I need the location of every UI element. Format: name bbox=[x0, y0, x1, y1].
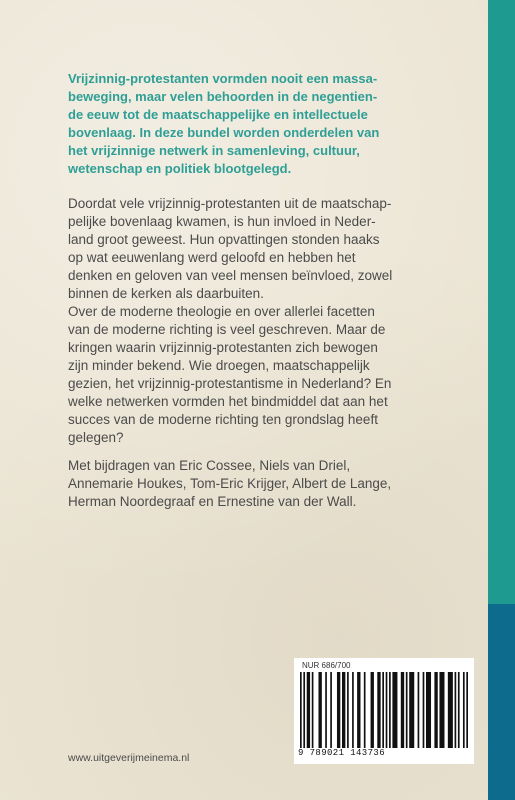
paragraph-line: zijn minder bekend. Wie droegen, maatschappelijk bbox=[68, 358, 370, 373]
barcode-bar bbox=[342, 672, 345, 748]
contributors-text bbox=[68, 457, 473, 511]
barcode-bar bbox=[382, 672, 384, 748]
barcode-bar bbox=[337, 672, 340, 748]
description-text bbox=[68, 195, 473, 447]
contributors-line: Met bijdragen van Eric Cossee, Niels van Driel, bbox=[68, 458, 351, 473]
paragraph-line: land groot geweest. Hun opvattingen stonden haaks bbox=[68, 232, 380, 247]
barcode-bar bbox=[409, 672, 414, 748]
barcode-bar bbox=[312, 672, 314, 748]
barcode-bar bbox=[386, 672, 388, 748]
barcode-bar bbox=[426, 672, 431, 748]
barcode-bar bbox=[347, 672, 349, 748]
spine-stripe-blue bbox=[488, 604, 515, 800]
barcode-bar bbox=[392, 672, 397, 748]
barcode-bar bbox=[330, 672, 332, 748]
barcode-bar bbox=[455, 672, 457, 748]
barcode-bar bbox=[318, 672, 321, 748]
paragraph-line: van de moderne richting is veel geschreven. Maar de bbox=[68, 322, 386, 337]
paragraph-line: gelegen? bbox=[68, 430, 124, 445]
barcode-bar bbox=[377, 672, 380, 748]
nur-code: NUR 686/700 bbox=[302, 661, 351, 670]
barcode-bar bbox=[325, 672, 327, 748]
barcode-bar bbox=[434, 672, 437, 748]
barcode-bar bbox=[466, 672, 468, 748]
paragraph-line: gezien, het vrijzinnig-protestantisme in Nederland? En bbox=[68, 376, 392, 391]
blurb-line: het vrijzinnige netwerk in samenleving, cultuur, bbox=[68, 143, 360, 158]
barcode-bar bbox=[364, 672, 366, 748]
barcode-bar bbox=[418, 672, 420, 748]
paragraph-line: op wat eeuwenlang werd geloofd en hebben het bbox=[68, 250, 356, 265]
barcode-graphic bbox=[300, 672, 468, 748]
blurb-line: Vrijzinnig-protestanten vormden nooit een massa- bbox=[68, 71, 378, 86]
paragraph-line: Over de moderne theologie en over allerlei facetten bbox=[68, 304, 375, 319]
isbn-barcode-box bbox=[294, 658, 474, 764]
contributors-line: Annemarie Houkes, Tom-Eric Krijger, Albert de Lange, bbox=[68, 476, 392, 491]
paragraph-line: succes van de moderne richting ten grondslag heeft bbox=[68, 412, 378, 427]
barcode-bar bbox=[448, 672, 453, 748]
barcode-bar bbox=[357, 672, 360, 748]
barcode-bar bbox=[439, 672, 444, 748]
publisher-website: www.uitgeverijmeinema.nl bbox=[68, 752, 190, 764]
blurb-text bbox=[68, 70, 468, 178]
paragraph-influence bbox=[68, 195, 473, 303]
blurb-line: bovenlaag. In deze bundel worden onderdelen van bbox=[68, 125, 380, 140]
barcode-bar bbox=[352, 672, 354, 748]
barcode-bar bbox=[463, 672, 465, 748]
barcode-bar bbox=[300, 672, 302, 748]
barcode-bar bbox=[401, 672, 404, 748]
paragraph-line: Doordat vele vrijzinnig-protestanten uit de maatschap- bbox=[68, 196, 392, 211]
barcode-bar bbox=[406, 672, 408, 748]
barcode-bar bbox=[423, 672, 425, 748]
paragraph-line: welke netwerken vormden het bindmiddel dat aan het bbox=[68, 394, 388, 409]
isbn-digits: 9 789021 143736 bbox=[298, 748, 386, 758]
paragraph-line: kringen waarin vrijzinnig-protestanten zich bewogen bbox=[68, 340, 378, 355]
barcode-bar bbox=[371, 672, 374, 748]
spine-stripe-teal bbox=[488, 0, 515, 604]
blurb-line: beweging, maar velen behoorden in de negentien- bbox=[68, 89, 378, 104]
blurb-line: wetenschap en politiek blootgelegd. bbox=[68, 161, 292, 176]
paragraph-line: binnen de kerken als daarbuiten. bbox=[68, 286, 264, 301]
paragraph-line: denken en geloven van veel mensen beïnvloed, zowel bbox=[68, 268, 393, 283]
barcode-bar bbox=[307, 672, 310, 748]
barcode-bar bbox=[389, 672, 391, 748]
paragraph-networks bbox=[68, 303, 473, 447]
blurb-line: de eeuw tot de maatschappelijke en intellectuele bbox=[68, 107, 368, 122]
barcode-bar bbox=[303, 672, 305, 748]
barcode-bar bbox=[458, 672, 460, 748]
paragraph-line: pelijke bovenlaag kwamen, is hun invloed in Neder- bbox=[68, 214, 376, 229]
contributors-line: Herman Noordegraaf en Ernestine van der Wall. bbox=[68, 494, 357, 509]
